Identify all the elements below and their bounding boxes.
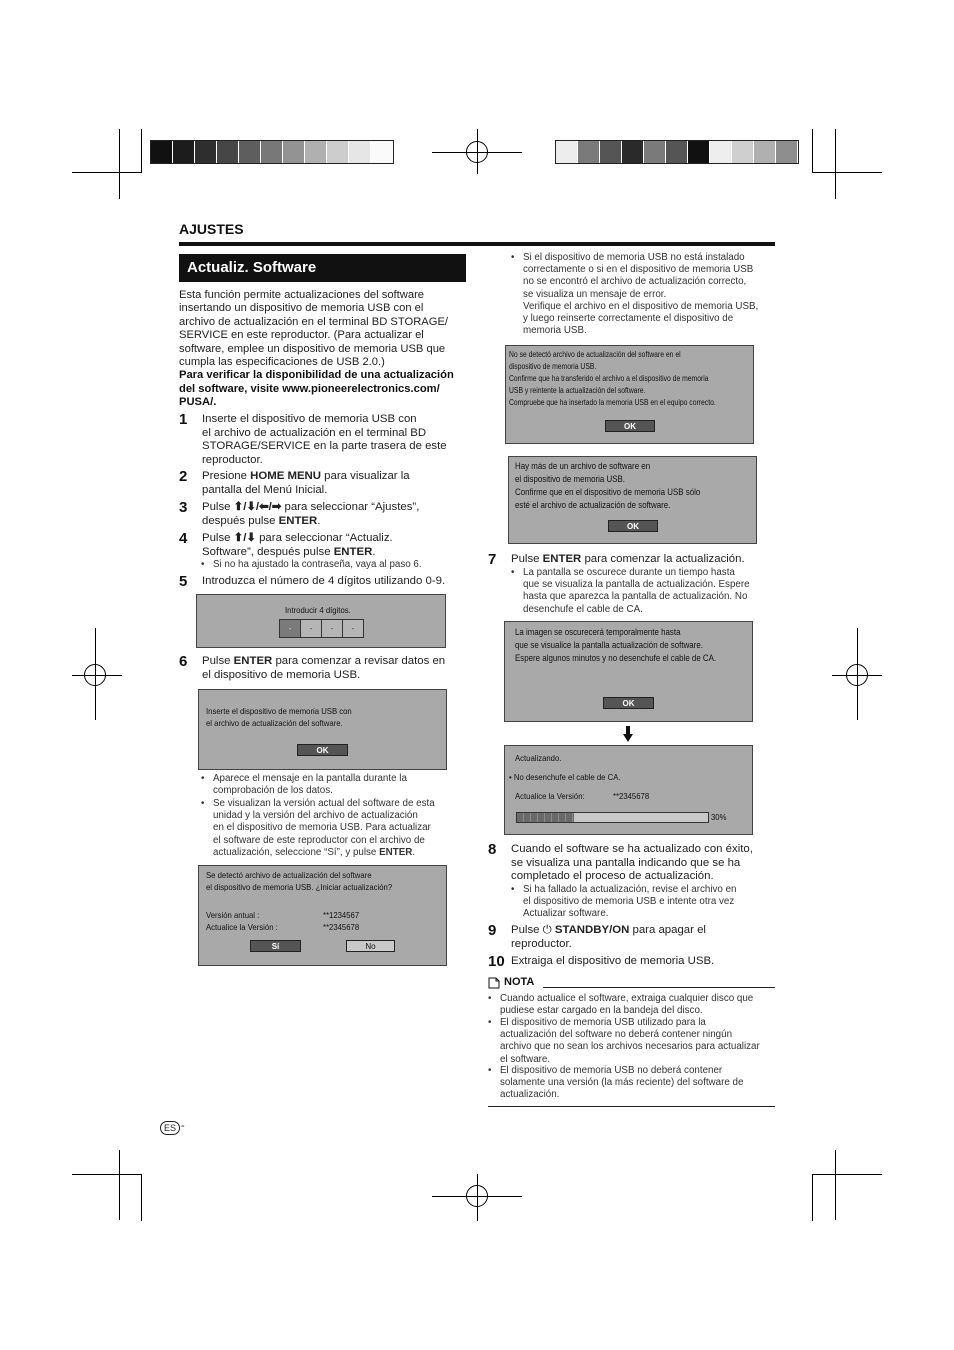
nota-item-2: • El dispositivo de memoria USB utilizado para la actualización del software no deberá contener ningún archivo que no sean los archivos necesarios para actualizar el software. [500,1017,760,1066]
color-calibration-bar-left [150,140,394,164]
color-bar-left-swatch-7 [283,141,305,163]
color-bar-left-swatch-3 [195,141,217,163]
step-4-text: Pulse ⬆/⬇ para seleccionar “Actualiz. Software”, después pulse ENTER. [202,532,393,558]
section-label: AJUSTES [179,221,244,237]
nota-rule-top [543,987,775,988]
ok-button[interactable]: OK [297,744,348,756]
page-number-dash: - [181,1120,185,1132]
color-bar-right-swatch-4 [622,141,644,163]
color-bar-right-swatch-11 [776,141,798,163]
step-8-bullet: • Si ha fallado la actualización, revise el archivo en el dispositivo de memoria USB e intente otra vez Actualizar software. [523,884,736,921]
color-bar-right-swatch-2 [578,141,600,163]
step-7-text: Pulse ENTER para comenzar la actualización. [511,553,745,565]
color-bar-left-swatch-9 [327,141,349,163]
usb-error-bullet: • Si el dispositivo de memoria USB no está instalado correctamente o si en el dispositivo de memoria USB no se encontró el archivo de actualización correcto, se visualiza un mensaje de error. Verifique el archivo en el dispositivo de memoria USB, y luego reinserte correctamente el dispositivo de memoria USB. [523,252,758,337]
nota-item-1: • Cuando actualice el software, extraiga cualquier disco que pudiese estar cargado en la bandeja del disco. [500,993,753,1017]
step-2-number: 2 [179,468,188,485]
screen-insert-usb: Inserte el dispositivo de memoria USB con el archivo de actualización del software. OK [198,689,447,770]
color-bar-right-swatch-9 [732,141,754,163]
color-bar-left-swatch-10 [349,141,371,163]
step-8-text: Cuando el software se ha actualizado con éxito, se visualiza una pantalla indicando que se ha completado el proceso de actualización. [511,843,753,883]
color-bar-left-swatch-5 [239,141,261,163]
yes-button[interactable]: Sí [250,940,301,952]
nota-item-3: • El dispositivo de memoria USB no deberá contener solamente una versión (la más reciente) del software de actualización. [500,1065,743,1102]
language-badge: ES [160,1121,180,1135]
screen-error-multiple-files: Hay más de un archivo de software en el dispositivo de memoria USB. Confirme que en el dispositivo de memoria USB sólo esté el archivo de actualización de software. OK [508,456,757,544]
color-bar-left-swatch-6 [261,141,283,163]
screen-enter-digits [196,594,446,648]
ok-button[interactable]: OK [608,520,658,532]
step-6-number: 6 [179,653,188,670]
arrow-keys-icon: ⬆/⬇/⬅/➡ [233,501,282,513]
note-icon [488,977,500,989]
color-bar-right-swatch-6 [666,141,688,163]
color-calibration-bar-right [555,140,799,164]
up-down-arrows-icon: ⬆/⬇ [233,532,256,544]
step-2-text: Presione HOME MENU para visualizar la pantalla del Menú Inicial. [202,470,410,496]
step-4-note: • Si no ha ajustado la contraseña, vaya al paso 6. [213,559,422,571]
color-bar-right-swatch-1 [556,141,578,163]
step-8-number: 8 [488,841,497,858]
step-10-text: Extraiga el dispositivo de memoria USB. [511,955,715,967]
progress-percent: 30% [711,812,727,822]
color-bar-left-swatch-1 [151,141,173,163]
color-bar-right-swatch-7 [688,141,710,163]
pin-input[interactable]: - - - - [279,619,364,638]
color-bar-right-swatch-5 [644,141,666,163]
digits-prompt: Introducir 4 dígitos. [285,605,351,615]
step-5-text: Introduzca el número de 4 dígitos utilizando 0-9. [202,575,446,587]
step-7-number: 7 [488,551,497,568]
step-4-number: 4 [179,530,188,547]
header-rule [179,242,775,246]
step-6-text: Pulse ENTER para comenzar a revisar datos en el dispositivo de memoria USB. [202,655,446,681]
nota-title: NOTA [504,976,535,988]
screen-update-detected: Se detectó archivo de actualización del software el dispositivo de memoria USB. ¿Iniciar actualización? Versión antual : **1234567 Actualice la Versión : **2345678 Sí No [198,865,447,966]
step-3-text: Pulse ⬆/⬇/⬅/➡ para seleccionar “Ajustes”, después pulse ENTER. [202,501,420,527]
ok-button[interactable]: OK [603,697,654,709]
update-progress-bar [516,812,709,823]
step-6-bullet-1: • Aparece el mensaje en la pantalla durante la comprobación de los datos. [213,773,407,797]
nota-rule-bottom [488,1106,775,1107]
step-3-number: 3 [179,499,188,516]
step-5-number: 5 [179,573,188,590]
color-bar-left-swatch-4 [217,141,239,163]
step-6-bullet-2: • Se visualizan la versión actual del software de esta unidad y la versión del archivo de actualización en el dispositivo de memoria USB. Para actualizar el software de este reproductor con el archivo de actualización, seleccione “Sí”, y pulse ENTER. [213,798,435,859]
step-7-bullet: • La pantalla se oscurece durante un tiempo hasta que se visualiza la pantalla de actualización. Espere hasta que aparezca la pantalla de actualización. No desenchufe el cable de CA. [523,567,750,616]
page-title: Actualiz. Software [179,254,466,282]
color-bar-left-swatch-11 [371,141,393,163]
step-9-text: Pulse ⏻ STANDBY/ON para apagar el reproductor. [511,924,706,950]
color-bar-left-swatch-2 [173,141,195,163]
color-bar-right-swatch-3 [600,141,622,163]
intro-paragraph: Esta función permite actualizaciones del software insertando un dispositivo de memoria USB con el archivo de actualización en el terminal BD STORAGE/ SERVICE en este reproductor. (Para actualizar el software, emplee un dispositivo de memoria USB que cumpla las especificaciones de USB 2.0.) Para verificar la disponibilidad de una actualización del software, visite www.pioneerelectronics.com/ PUSA/. [179,289,454,409]
color-bar-right-swatch-10 [754,141,776,163]
screen-updating-progress: Actualizando. • No desenchufe el cable de CA. Actualice la Versión: **2345678 30% [504,745,753,835]
screen-darken-notice: La imagen se oscurecerá temporalmente hasta que se visualice la pantalla actualización de software. Espere algunos minutos y no desenchufe el cable de CA. OK [504,621,753,722]
step-10-number: 10 [488,953,505,970]
color-bar-right-swatch-8 [710,141,732,163]
step-9-number: 9 [488,922,497,939]
arrow-down-icon [623,726,633,742]
step-1-text: Inserte el dispositivo de memoria USB con el archivo de actualización en el terminal BD STORAGE/SERVICE en la parte trasera de este reproductor. [202,413,447,466]
ok-button[interactable]: OK [605,420,655,432]
power-icon: ⏻ [542,924,552,936]
step-1-number: 1 [179,411,188,428]
color-bar-left-swatch-8 [305,141,327,163]
no-button[interactable]: No [346,940,395,952]
screen-error-no-file: No se detectó archivo de actualización del software en el dispositivo de memoria USB. Confirme que ha transferido el archivo a el dispositivo de memoria USB y reintente la actualización del software. Compruebe que ha insertado la memoria USB en el equipo correcto. OK [505,345,754,444]
